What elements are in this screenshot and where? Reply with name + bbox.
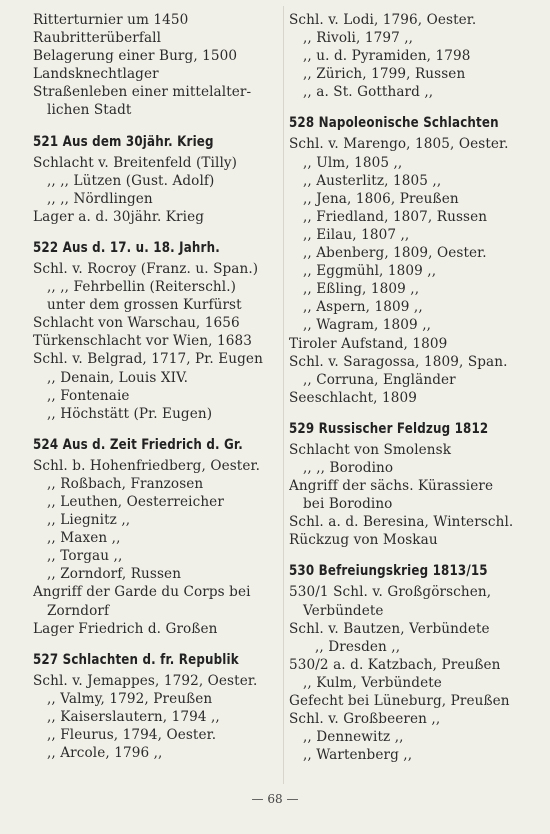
catalog-entry: Seeschlacht, 1809 [289, 389, 417, 406]
catalog-entry: ,, Roßbach, Franzosen [47, 475, 204, 492]
catalog-entry: Schl. v. Großbeeren ,, [289, 711, 441, 728]
page-number: — 68 — [251, 792, 299, 806]
section-heading: 522 Aus d. 17. u. 18. Jahrh. [33, 239, 220, 256]
catalog-entry: Tiroler Aufstand, 1809 [289, 335, 448, 352]
catalog-entry: Lager Friedrich d. Großen [33, 620, 218, 637]
catalog-entry: unter dem grossen Kurfürst [47, 297, 242, 314]
catalog-entry: ,, Fontenaie [47, 387, 130, 404]
catalog-entry: Lager a. d. 30jähr. Krieg [33, 208, 205, 225]
catalog-entry: Zorndorf [47, 602, 110, 619]
catalog-entry: Raubritterüberfall [33, 30, 162, 47]
catalog-entry: ,, Eggmühl, 1809 ,, [303, 263, 437, 280]
catalog-entry: 530/2 a. d. Katzbach, Preußen [289, 656, 501, 673]
catalog-entry: lichen Stadt [47, 102, 132, 119]
catalog-entry: ,, ,, Lützen (Gust. Adolf) [47, 172, 215, 189]
catalog-entry: ,, Denain, Louis XIV. [47, 369, 189, 386]
catalog-entry: ,, Eilau, 1807 ,, [303, 226, 410, 243]
catalog-entry: Schl. a. d. Beresina, Winterschl. [289, 514, 514, 531]
catalog-entry: Rückzug von Moskau [289, 532, 438, 549]
section-heading: 530 Befreiungskrieg 1813/15 [289, 563, 488, 580]
catalog-entry: Schl. v. Bautzen, Verbündete [289, 620, 490, 637]
catalog-entry: ,, Fleurus, 1794, Oester. [47, 727, 217, 743]
catalog-entry: Ritterturnier um 1450 [33, 12, 189, 28]
catalog-entry: ,, ,, Fehrbellin (Reiterschl.) [47, 279, 237, 296]
catalog-entry: ,, u. d. Pyramiden, 1798 [303, 48, 471, 65]
catalog-entry: Schl. v. Rocroy (Franz. u. Span.) [33, 260, 259, 277]
catalog-entry: ,, Liegnitz ,, [47, 512, 131, 529]
catalog-entry: ,, ,, Nördlingen [47, 190, 153, 207]
catalog-entry: ,, Aspern, 1809 ,, [303, 299, 423, 316]
catalog-entry: bei Borodino [303, 496, 393, 513]
catalog-entry: ,, Wartenberg ,, [303, 747, 413, 764]
catalog-entry: Gefecht bei Lüneburg, Preußen [289, 693, 510, 709]
section-heading: 529 Russischer Feldzug 1812 [289, 420, 489, 437]
catalog-entry: ,, Friedland, 1807, Russen [303, 208, 488, 225]
section-heading: 524 Aus d. Zeit Friedrich d. Gr. [33, 436, 243, 453]
catalog-entry: Schl. v. Belgrad, 1717, Pr. Eugen [33, 351, 263, 368]
catalog-entry: Straßenleben einer mittelalter- [33, 84, 252, 101]
catalog-entry: ,, Abenberg, 1809, Oester. [303, 245, 487, 262]
catalog-entry: ,, Kulm, Verbündete [303, 674, 442, 691]
catalog-entry: ,, Rivoli, 1797 ,, [303, 30, 414, 47]
right-column [289, 11, 525, 764]
catalog-entry: ,, Zürich, 1799, Russen [303, 66, 466, 83]
catalog-entry: ,, Arcole, 1796 ,, [47, 745, 163, 762]
catalog-entry: ,, Eßling, 1809 ,, [303, 281, 420, 298]
catalog-entry: Schl. b. Hohenfriedberg, Oester. [33, 457, 261, 474]
catalog-entry: ,, Valmy, 1792, Preußen [47, 690, 213, 707]
catalog-entry: Schl. v. Jemappes, 1792, Oester. [33, 672, 258, 689]
catalog-entry: Angriff der sächs. Kürassiere [289, 478, 494, 495]
column-divider [283, 6, 284, 784]
left-column [33, 11, 281, 762]
catalog-entry: Schl. v. Marengo, 1805, Oester. [289, 136, 509, 153]
catalog-entry: Schl. v. Lodi, 1796, Oester. [289, 12, 477, 28]
catalog-entry: Schlacht v. Breitenfeld (Tilly) [33, 154, 238, 171]
catalog-entry: ,, Höchstätt (Pr. Eugen) [47, 405, 213, 422]
catalog-entry: ,, Dennewitz ,, [303, 729, 404, 746]
catalog-entry: ,, Corruna, Engländer [303, 371, 456, 388]
catalog-entry: ,, Kaiserslautern, 1794 ,, [47, 708, 220, 725]
catalog-entry: Belagerung einer Burg, 1500 [33, 48, 238, 65]
catalog-entry: Schlacht von Warschau, 1656 [33, 315, 240, 332]
catalog-entry: Landsknechtlager [33, 66, 159, 83]
section-heading: 528 Napoleonische Schlachten [289, 115, 499, 132]
catalog-entry: ,, a. St. Gotthard ,, [303, 84, 434, 101]
catalog-entry: ,, Leuthen, Oesterreicher [47, 493, 224, 510]
catalog-entry: ,, Torgau ,, [47, 548, 123, 565]
catalog-entry: Angriff der Garde du Corps bei [33, 584, 251, 601]
catalog-entry: Verbündete [303, 602, 384, 619]
section-heading: 521 Aus dem 30jähr. Krieg [33, 133, 214, 150]
section-heading: 527 Schlachten d. fr. Republik [33, 651, 239, 668]
catalog-entry: 530/1 Schl. v. Großgörschen, [289, 584, 492, 601]
catalog-entry: Schl. v. Saragossa, 1809, Span. [289, 353, 508, 370]
catalog-entry: Türkenschlacht vor Wien, 1683 [33, 333, 253, 350]
catalog-entry: ,, Zorndorf, Russen [47, 566, 182, 583]
catalog-entry: ,, Maxen ,, [47, 530, 121, 547]
catalog-entry: ,, Ulm, 1805 ,, [303, 154, 403, 171]
catalog-entry: ,, Wagram, 1809 ,, [303, 317, 432, 334]
catalog-entry: Schlacht von Smolensk [289, 441, 452, 458]
catalog-entry: ,, ,, Borodino [303, 459, 394, 476]
catalog-entry: ,, Dresden ,, [315, 638, 401, 655]
catalog-entry: ,, Austerlitz, 1805 ,, [303, 172, 442, 189]
catalog-entry: ,, Jena, 1806, Preußen [303, 190, 459, 207]
